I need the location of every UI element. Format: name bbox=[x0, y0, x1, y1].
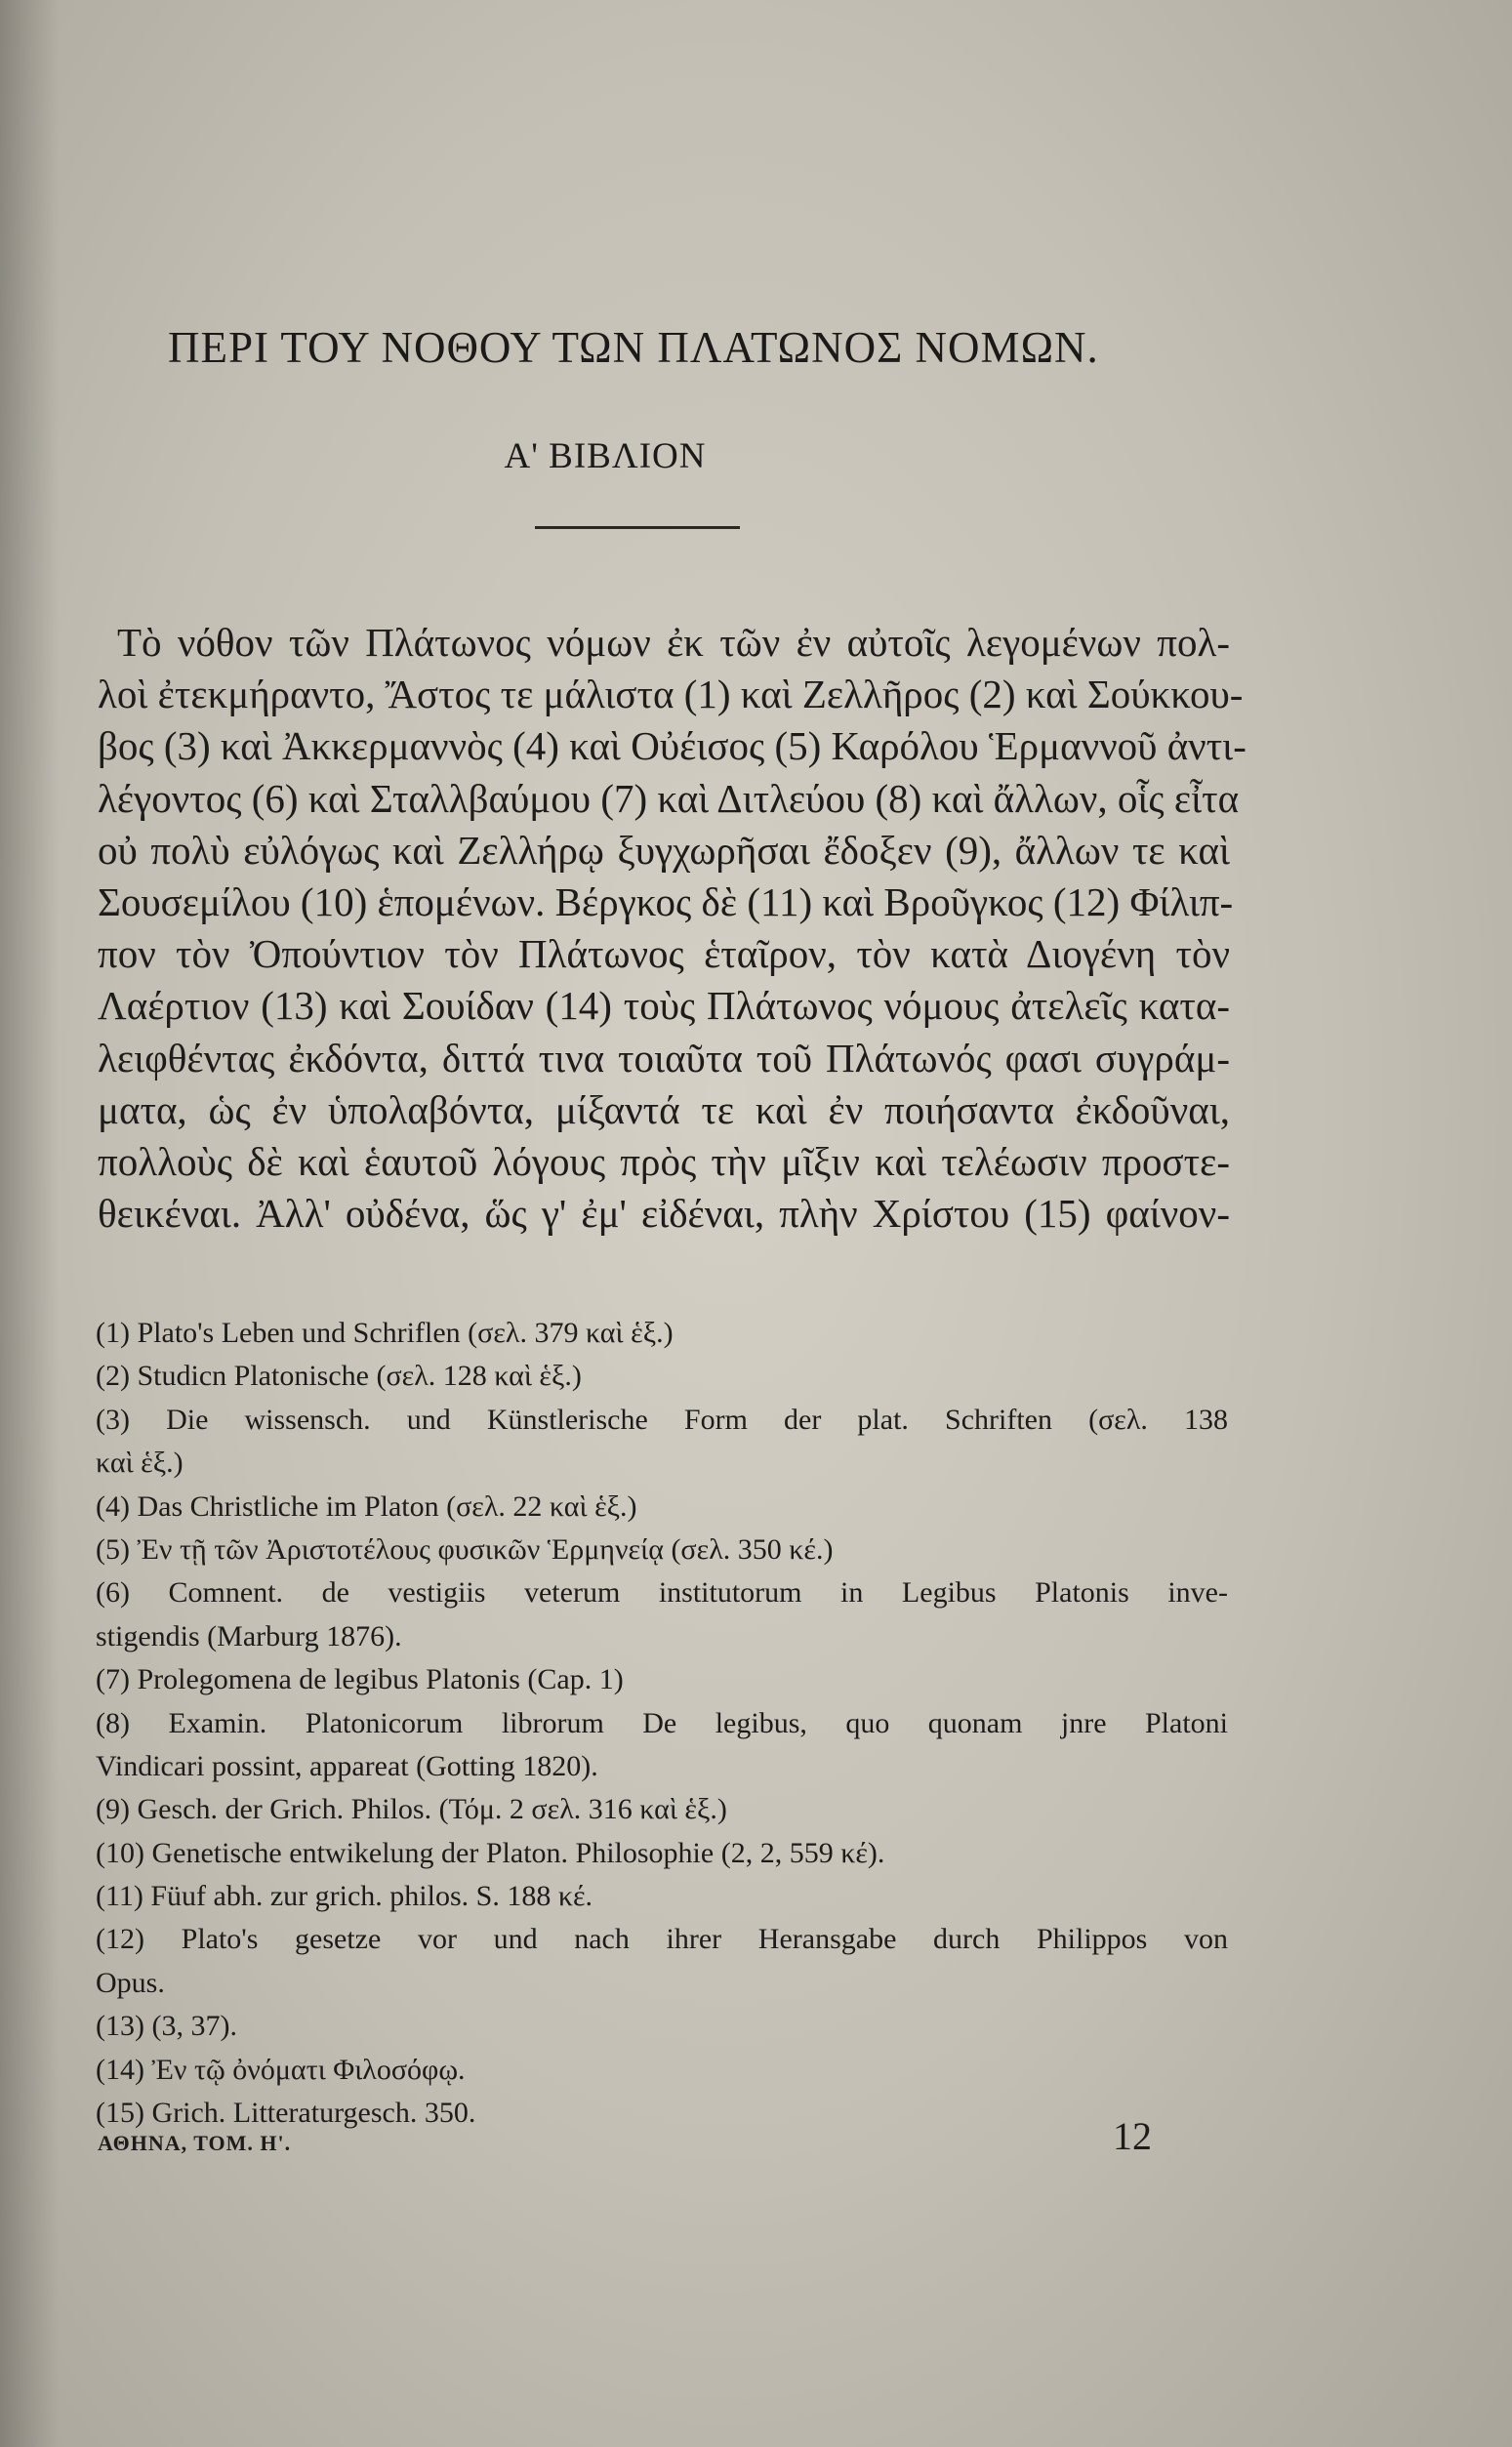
footnote-line: (5) Ἐν τῇ τῶν Ἀριστοτέλους φυσικῶν Ἑρμηνείᾳ (σελ. 350 κέ.) bbox=[96, 1532, 834, 1566]
footnote-line: Opus. bbox=[96, 1966, 165, 1999]
body-line: λοὶ ἐτεκμήραντο, Ἄστος τε μάλιστα (1) καὶ Ζελλῆρος (2) καὶ Σούκκου- bbox=[98, 672, 1244, 717]
footnote-line: stigendis (Marburg 1876). bbox=[96, 1619, 402, 1652]
body-text bbox=[98, 617, 1246, 1240]
footnote-line: (12) Plato's gesetze vor und nach ihrer Heransgabe durch Philippos von bbox=[96, 1923, 1228, 1956]
footnote-line: (7) Prolegomena de legibus Platonis (Cap. 1) bbox=[96, 1663, 624, 1696]
page-edge-shadow bbox=[0, 0, 59, 2447]
body-line: Τὸ νόθον τῶν Πλάτωνος νόμων ἐκ τῶν ἐν αὐτοῖς λεγομένων πολ- bbox=[117, 620, 1230, 665]
body-line: πον τὸν Ὀπούντιον τὸν Πλάτωνος ἑταῖρον, τὸν κατὰ Διογένη τὸν bbox=[98, 931, 1230, 977]
footnote-line: (14) Ἐν τῷ ὀνόματι Φιλοσόφῳ. bbox=[96, 2053, 466, 2086]
footnote-line: (1) Plato's Leben und Schriflen (σελ. 379 καὶ ἑξ.) bbox=[96, 1317, 674, 1349]
footnote-line: (15) Grich. Litteraturgesch. 350. bbox=[96, 2097, 476, 2130]
page-number: 12 bbox=[1113, 2114, 1152, 2158]
footnote-line: (11) Füuf abh. zur grich. philos. S. 188 κέ. bbox=[96, 1880, 593, 1913]
footnote-line: (8) Examin. Platonicorum librorum De legibus, quo quonam jnre Platoni bbox=[96, 1706, 1228, 1739]
body-line: βος (3) καὶ Ἀκκερμαννὸς (4) καὶ Οὐέισος (5) Καρόλου Ἑρμαννοῦ ἀντι- bbox=[98, 723, 1246, 769]
body-line: λειφθέντας ἐκδόντα, διττά τινα τοιαῦτα τοῦ Πλάτωνός φασι συγράμ- bbox=[98, 1035, 1230, 1081]
running-title: ΠΕΡΙ ΤΟΥ ΝΟΘΟΥ ΤΩΝ ΠΛΑΤΩΝΟΣ ΝΟΜΩΝ. bbox=[168, 323, 1099, 372]
footnote-line: (10) Genetische entwikelung der Platon. Philosophie (2, 2, 559 κέ). bbox=[96, 1836, 885, 1869]
body-line: πολλοὺς δὲ καὶ ἑαυτοῦ λόγους πρὸς τὴν μῖξιν καὶ τελέωσιν προστε- bbox=[98, 1138, 1230, 1184]
book-heading: Α' ΒΙΒΛΙΟΝ bbox=[504, 436, 707, 476]
body-line: Σουσεμίλου (10) ἑπομένων. Βέργκος δὲ (11) καὶ Βροῦγκος (12) Φίλιπ- bbox=[98, 878, 1234, 924]
footnote-line: καὶ ἑξ.) bbox=[96, 1447, 184, 1480]
footnote-line: (6) Comnent. de vestigiis veterum institutorum in Legibus Platonis inve- bbox=[96, 1576, 1228, 1610]
body-line: θεικέναι. Ἀλλ' οὐδένα, ὥς γ' ἐμ' εἰδέναι, πλὴν Χρίστου (15) φαίνον- bbox=[98, 1191, 1230, 1237]
footnotes bbox=[96, 1312, 1228, 2135]
footnote-line: (4) Das Christliche im Platon (σελ. 22 καὶ ἑξ.) bbox=[96, 1489, 637, 1523]
footnote-line: (9) Gesch. der Grich. Philos. (Τόμ. 2 σελ. 316 καὶ ἑξ.) bbox=[96, 1793, 727, 1826]
heading-rule bbox=[535, 526, 740, 529]
body-line: οὐ πολὺ εὐλόγως καὶ Ζελλήρῳ ξυγχωρῆσαι ἔδοξεν (9), ἄλλων τε καὶ bbox=[98, 827, 1230, 873]
footer-signature: ΑΘΗΝΑ, ΤΟΜ. Η'. bbox=[98, 2131, 292, 2155]
body-line: Λαέρτιον (13) καὶ Σουίδαν (14) τοὺς Πλάτωνος νόμους ἀτελεῖς κατα- bbox=[98, 983, 1230, 1029]
footnote-line: (13) (3, 37). bbox=[96, 2010, 237, 2043]
body-line: λέγοντος (6) καὶ Σταλλβαύμου (7) καὶ Διτλεύου (8) καὶ ἄλλων, οἷς εἶτα bbox=[98, 775, 1240, 821]
footnote-line: (3) Die wissensch. und Künstlerische Form der plat. Schriften (σελ. 138 bbox=[96, 1403, 1228, 1436]
body-line: ματα, ὡς ἐν ὑπολαβόντα, μίξαντά τε καὶ ἐν ποιήσαντα ἐκδοῦναι, bbox=[98, 1086, 1230, 1132]
footnote-line: Vindicari possint, appareat (Gotting 1820). bbox=[96, 1749, 598, 1782]
footnote-line: (2) Studicn Platonische (σελ. 128 καὶ ἑξ.) bbox=[96, 1360, 582, 1393]
